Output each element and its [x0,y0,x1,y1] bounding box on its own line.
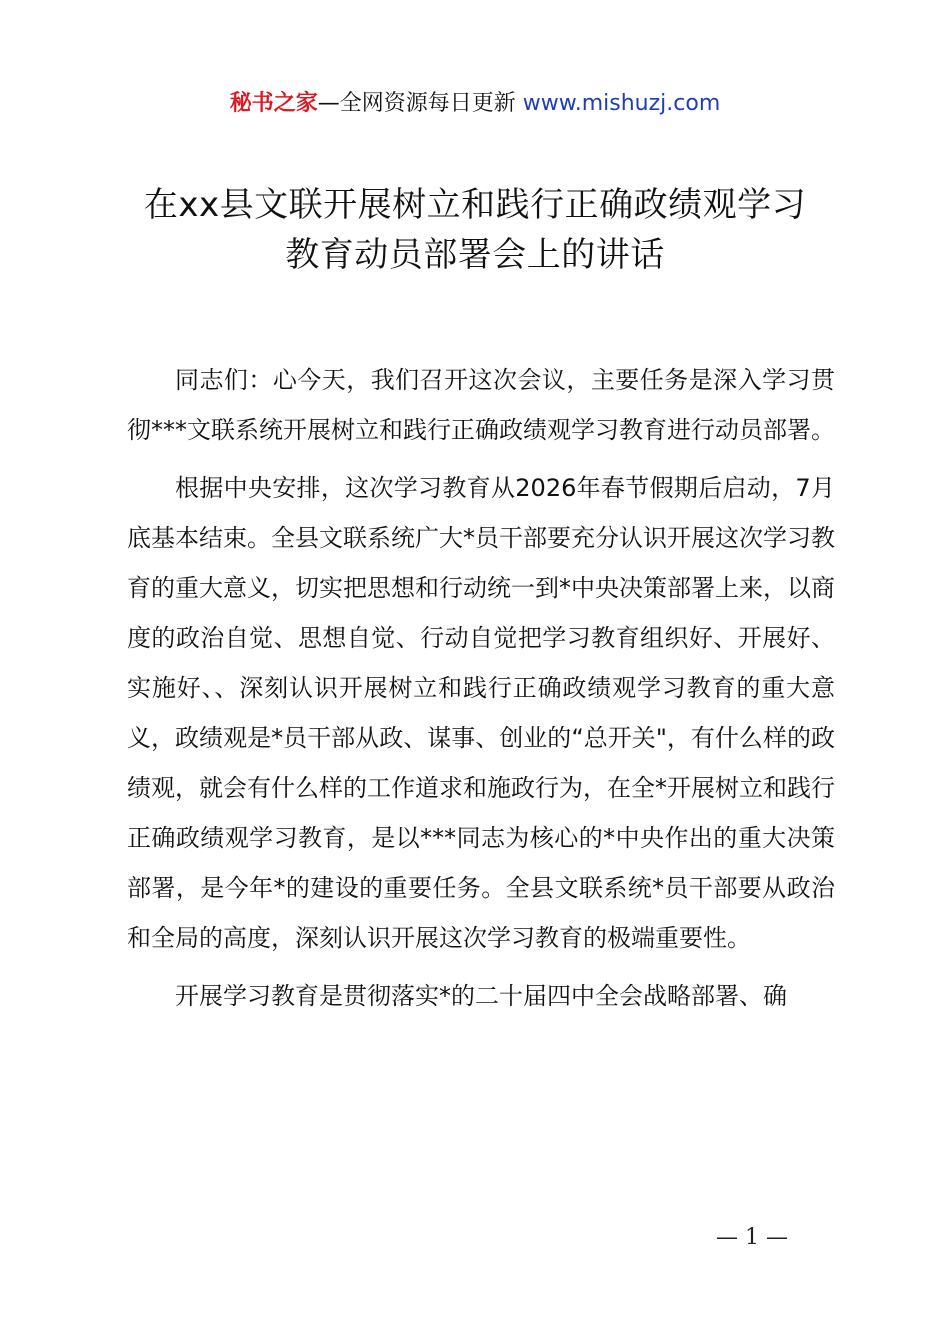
page-number: — 1 — [716,1225,788,1250]
paragraph-3: 开展学习教育是贯彻落实*的二十届四中全会战略部署、确 [175,982,787,1010]
paragraph-1: 同志们：心今天，我们召开这次会议，主要任务是深入学习贯彻***文联系统开展树立和践行正确政绩观学习教育进行动员部署。 [127,366,835,444]
document-body [127,355,835,1021]
brand-name: 秘书之家 [229,91,318,116]
title-line-1: 在xx县文联开展树立和践行正确政绩观学习 [143,185,807,225]
paragraph-2: 根据中央安排，这次学习教育从2026年春节假期后启动，7月底基本结束。全县文联系统广大*员干部要充分认识开展这次学习教育的重大意义，切实把思想和行动统一到*中央决策部署上来，以商度的政治自觉、思想自觉、行动自觉把学习教育组织好、开展好、实施好、、深刻认识开展树立和践行正确政绩观学习教育的重大意义，政绩观是*员干部从政、谋事、创业的“总开关"，有什么样的政绩观，就会有什么样的工作道求和施政行为，在全*开展树立和践行正确政绩观学习教育，是以***同志为核心的*中央作出的重大决策部署，是今年*的建设的重要任务。全县文联系统*员干部要从政治和全局的高度，深刻认识开展这次学习教育的极端重要性。 [127,474,835,952]
title-line-2: 教育动员部署会上的讲话 [285,235,665,275]
banner-tagline: —全网资源每日更新 [317,91,516,116]
site-banner [0,88,950,120]
site-url-link[interactable]: www.mishuzj.com [522,91,721,116]
document-title [60,180,890,280]
